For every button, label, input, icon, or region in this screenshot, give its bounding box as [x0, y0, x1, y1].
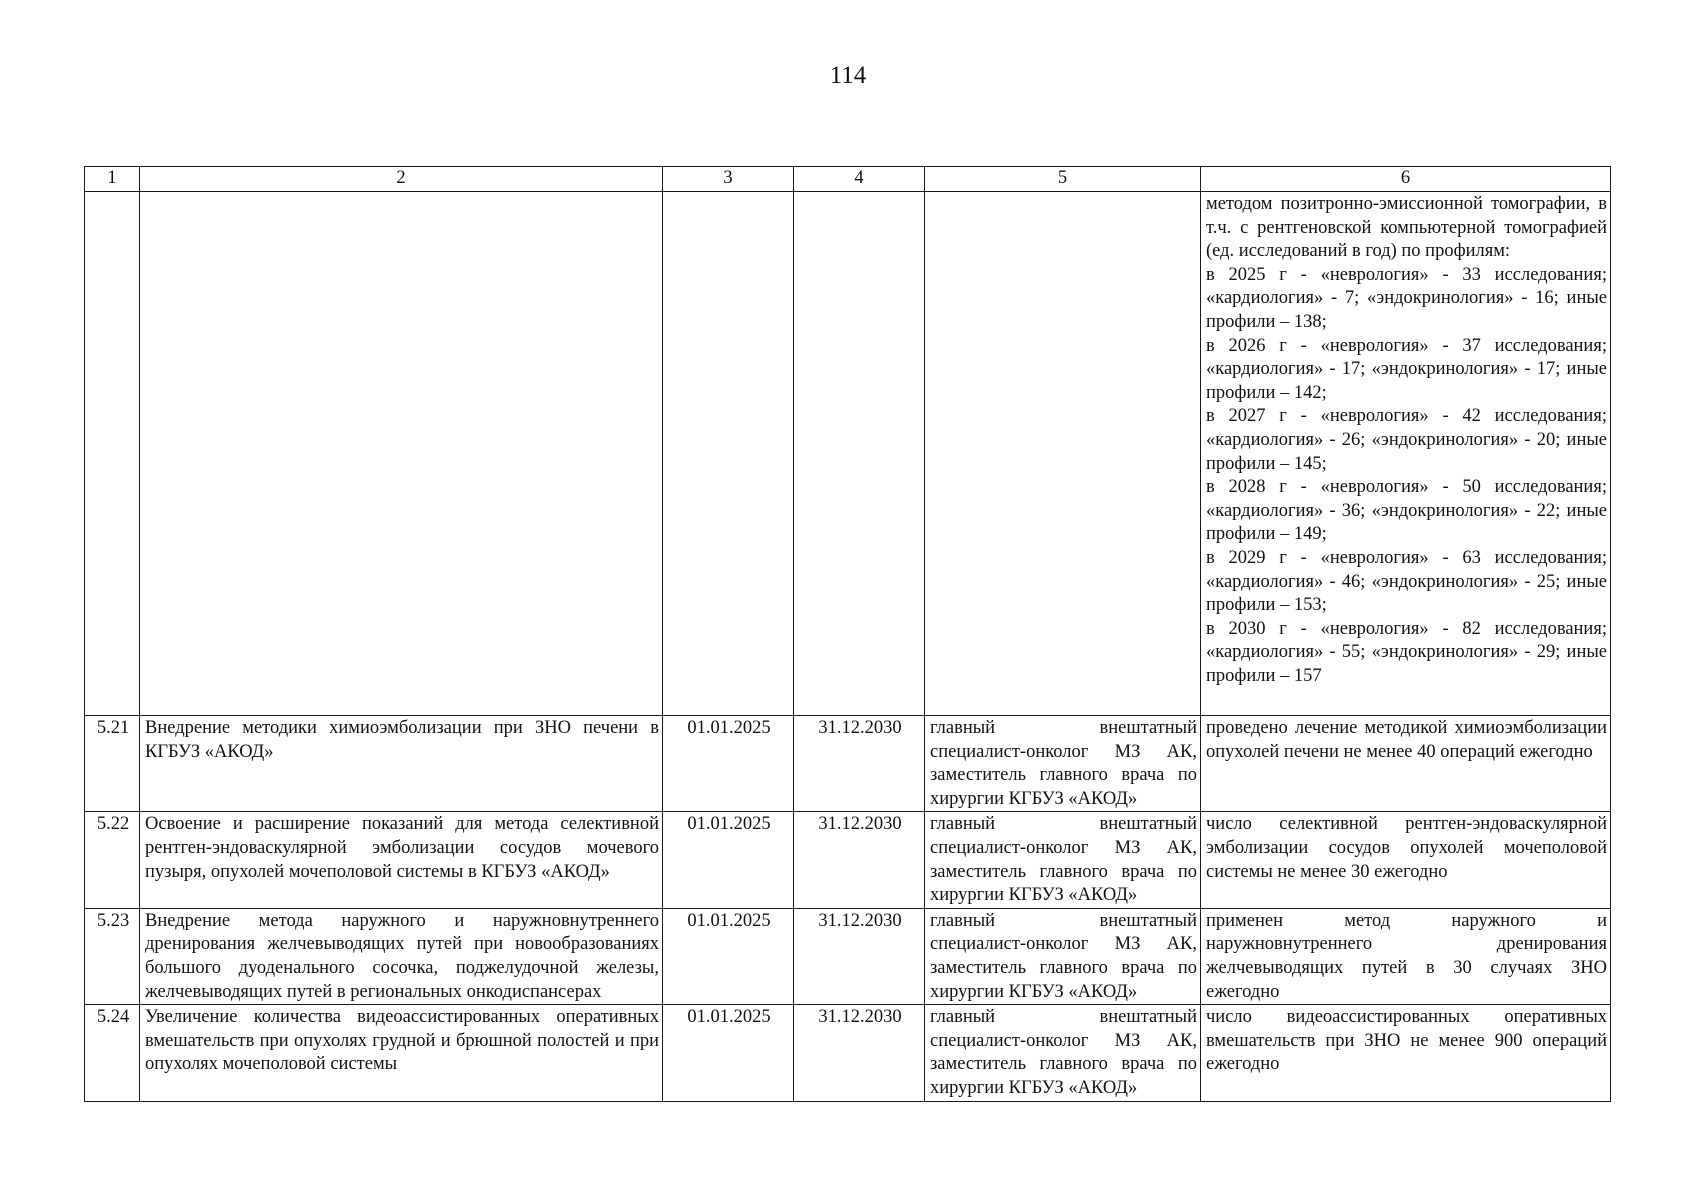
end-date: 31.12.2030: [794, 1005, 925, 1101]
plan-table: [84, 166, 1611, 1102]
result-paragraph: в 2026 г - «неврология» - 37 исследования; «кардиология» - 17; «эндокринология» - 17; иные профили – 142;: [1206, 335, 1607, 403]
table-row: [85, 716, 1611, 812]
empty-cell: [140, 192, 663, 716]
activity-cell: Освоение и расширение показаний для метода селективной рентген-эндоваскулярной эмболизации сосудов мочевого пузыря, опухолей мочеполовой системы в КГБУЗ «АКОД»: [140, 812, 663, 908]
result-paragraph: в 2030 г - «неврология» - 82 исследования; «кардиология» - 55; «эндокринология» - 29; иные профили – 157: [1206, 618, 1607, 686]
result-paragraph: в 2029 г - «неврология» - 63 исследования; «кардиология» - 46; «эндокринология» - 25; иные профили – 153;: [1206, 547, 1607, 616]
start-date: 01.01.2025: [663, 908, 794, 1004]
result-paragraph: в 2027 г - «неврология» - 42 исследования; «кардиология» - 26; «эндокринология» - 20; иные профили – 145;: [1206, 406, 1607, 474]
row-number: 5.24: [85, 1005, 140, 1101]
column-header: 4: [794, 167, 925, 192]
page-number: 114: [829, 62, 867, 89]
result-cell: проведено лечение методикой химиоэмболизации опухолей печени не менее 40 операций ежегодно: [1201, 716, 1611, 812]
activity-cell: Внедрение методики химиоэмболизации при ЗНО печени в КГБУЗ «АКОД»: [140, 716, 663, 812]
activity-cell: Внедрение метода наружного и наружновнутреннего дренирования желчевыводящих путей при новообразованиях большого дуоденального сосочка, поджелудочной железы, желчевыводящих путей в региональных онкодиспансерах: [140, 908, 663, 1004]
empty-cell: [663, 192, 794, 716]
row-number: 5.22: [85, 812, 140, 908]
start-date: 01.01.2025: [663, 716, 794, 812]
table-row: [85, 1005, 1611, 1101]
result-cell: число селективной рентген-эндоваскулярной эмболизации сосудов опухолей мочеполовой системы не менее 30 ежегодно: [1201, 812, 1611, 908]
result-paragraph: в 2028 г - «неврология» - 50 исследования; «кардиология» - 36; «эндокринология» - 22; иные профили – 149;: [1206, 477, 1607, 545]
column-header: 2: [140, 167, 663, 192]
start-date: 01.01.2025: [663, 812, 794, 908]
end-date: 31.12.2030: [794, 716, 925, 812]
empty-cell: [925, 192, 1201, 716]
result-cell: число видеоассистированных оперативных вмешательств при ЗНО не менее 900 операций ежегодно: [1201, 1005, 1611, 1101]
header-row: [85, 167, 1611, 192]
column-header: 3: [663, 167, 794, 192]
start-date: 01.01.2025: [663, 1005, 794, 1101]
responsible-cell: главный внештатный специалист-онколог МЗ АК, заместитель главного врача по хирургии КГБУЗ «АКОД»: [925, 1005, 1201, 1101]
column-header: 6: [1201, 167, 1611, 192]
column-header: 5: [925, 167, 1201, 192]
empty-cell: [85, 192, 140, 716]
table-row: [85, 908, 1611, 1004]
result-paragraph: в 2025 г - «неврология» - 33 исследования; «кардиология» - 7; «эндокринология» - 16; иные профили – 138;: [1206, 264, 1607, 332]
column-header: 1: [85, 167, 140, 192]
continuation-row: [85, 192, 1611, 716]
row-number: 5.21: [85, 716, 140, 812]
end-date: 31.12.2030: [794, 908, 925, 1004]
responsible-cell: главный внештатный специалист-онколог МЗ АК, заместитель главного врача по хирургии КГБУЗ «АКОД»: [925, 908, 1201, 1004]
row-number: 5.23: [85, 908, 140, 1004]
result-paragraph: методом позитронно-эмиссионной томографии, в т.ч. с рентгеновской компьютерной томографией (ед. исследований в год) по профилям:: [1206, 194, 1607, 262]
responsible-cell: главный внештатный специалист-онколог МЗ АК, заместитель главного врача по хирургии КГБУЗ «АКОД»: [925, 812, 1201, 908]
result-cell: применен метод наружного и наружновнутреннего дренирования желчевыводящих путей в 30 случаях ЗНО ежегодно: [1201, 908, 1611, 1004]
end-date: 31.12.2030: [794, 812, 925, 908]
activity-cell: Увеличение количества видеоассистированных оперативных вмешательств при опухолях грудной и брюшной полостей и при опухолях мочеполовой системы: [140, 1005, 663, 1101]
table-row: [85, 812, 1611, 908]
responsible-cell: главный внештатный специалист-онколог МЗ АК, заместитель главного врача по хирургии КГБУЗ «АКОД»: [925, 716, 1201, 812]
result-cell: [1201, 192, 1611, 716]
empty-cell: [794, 192, 925, 716]
